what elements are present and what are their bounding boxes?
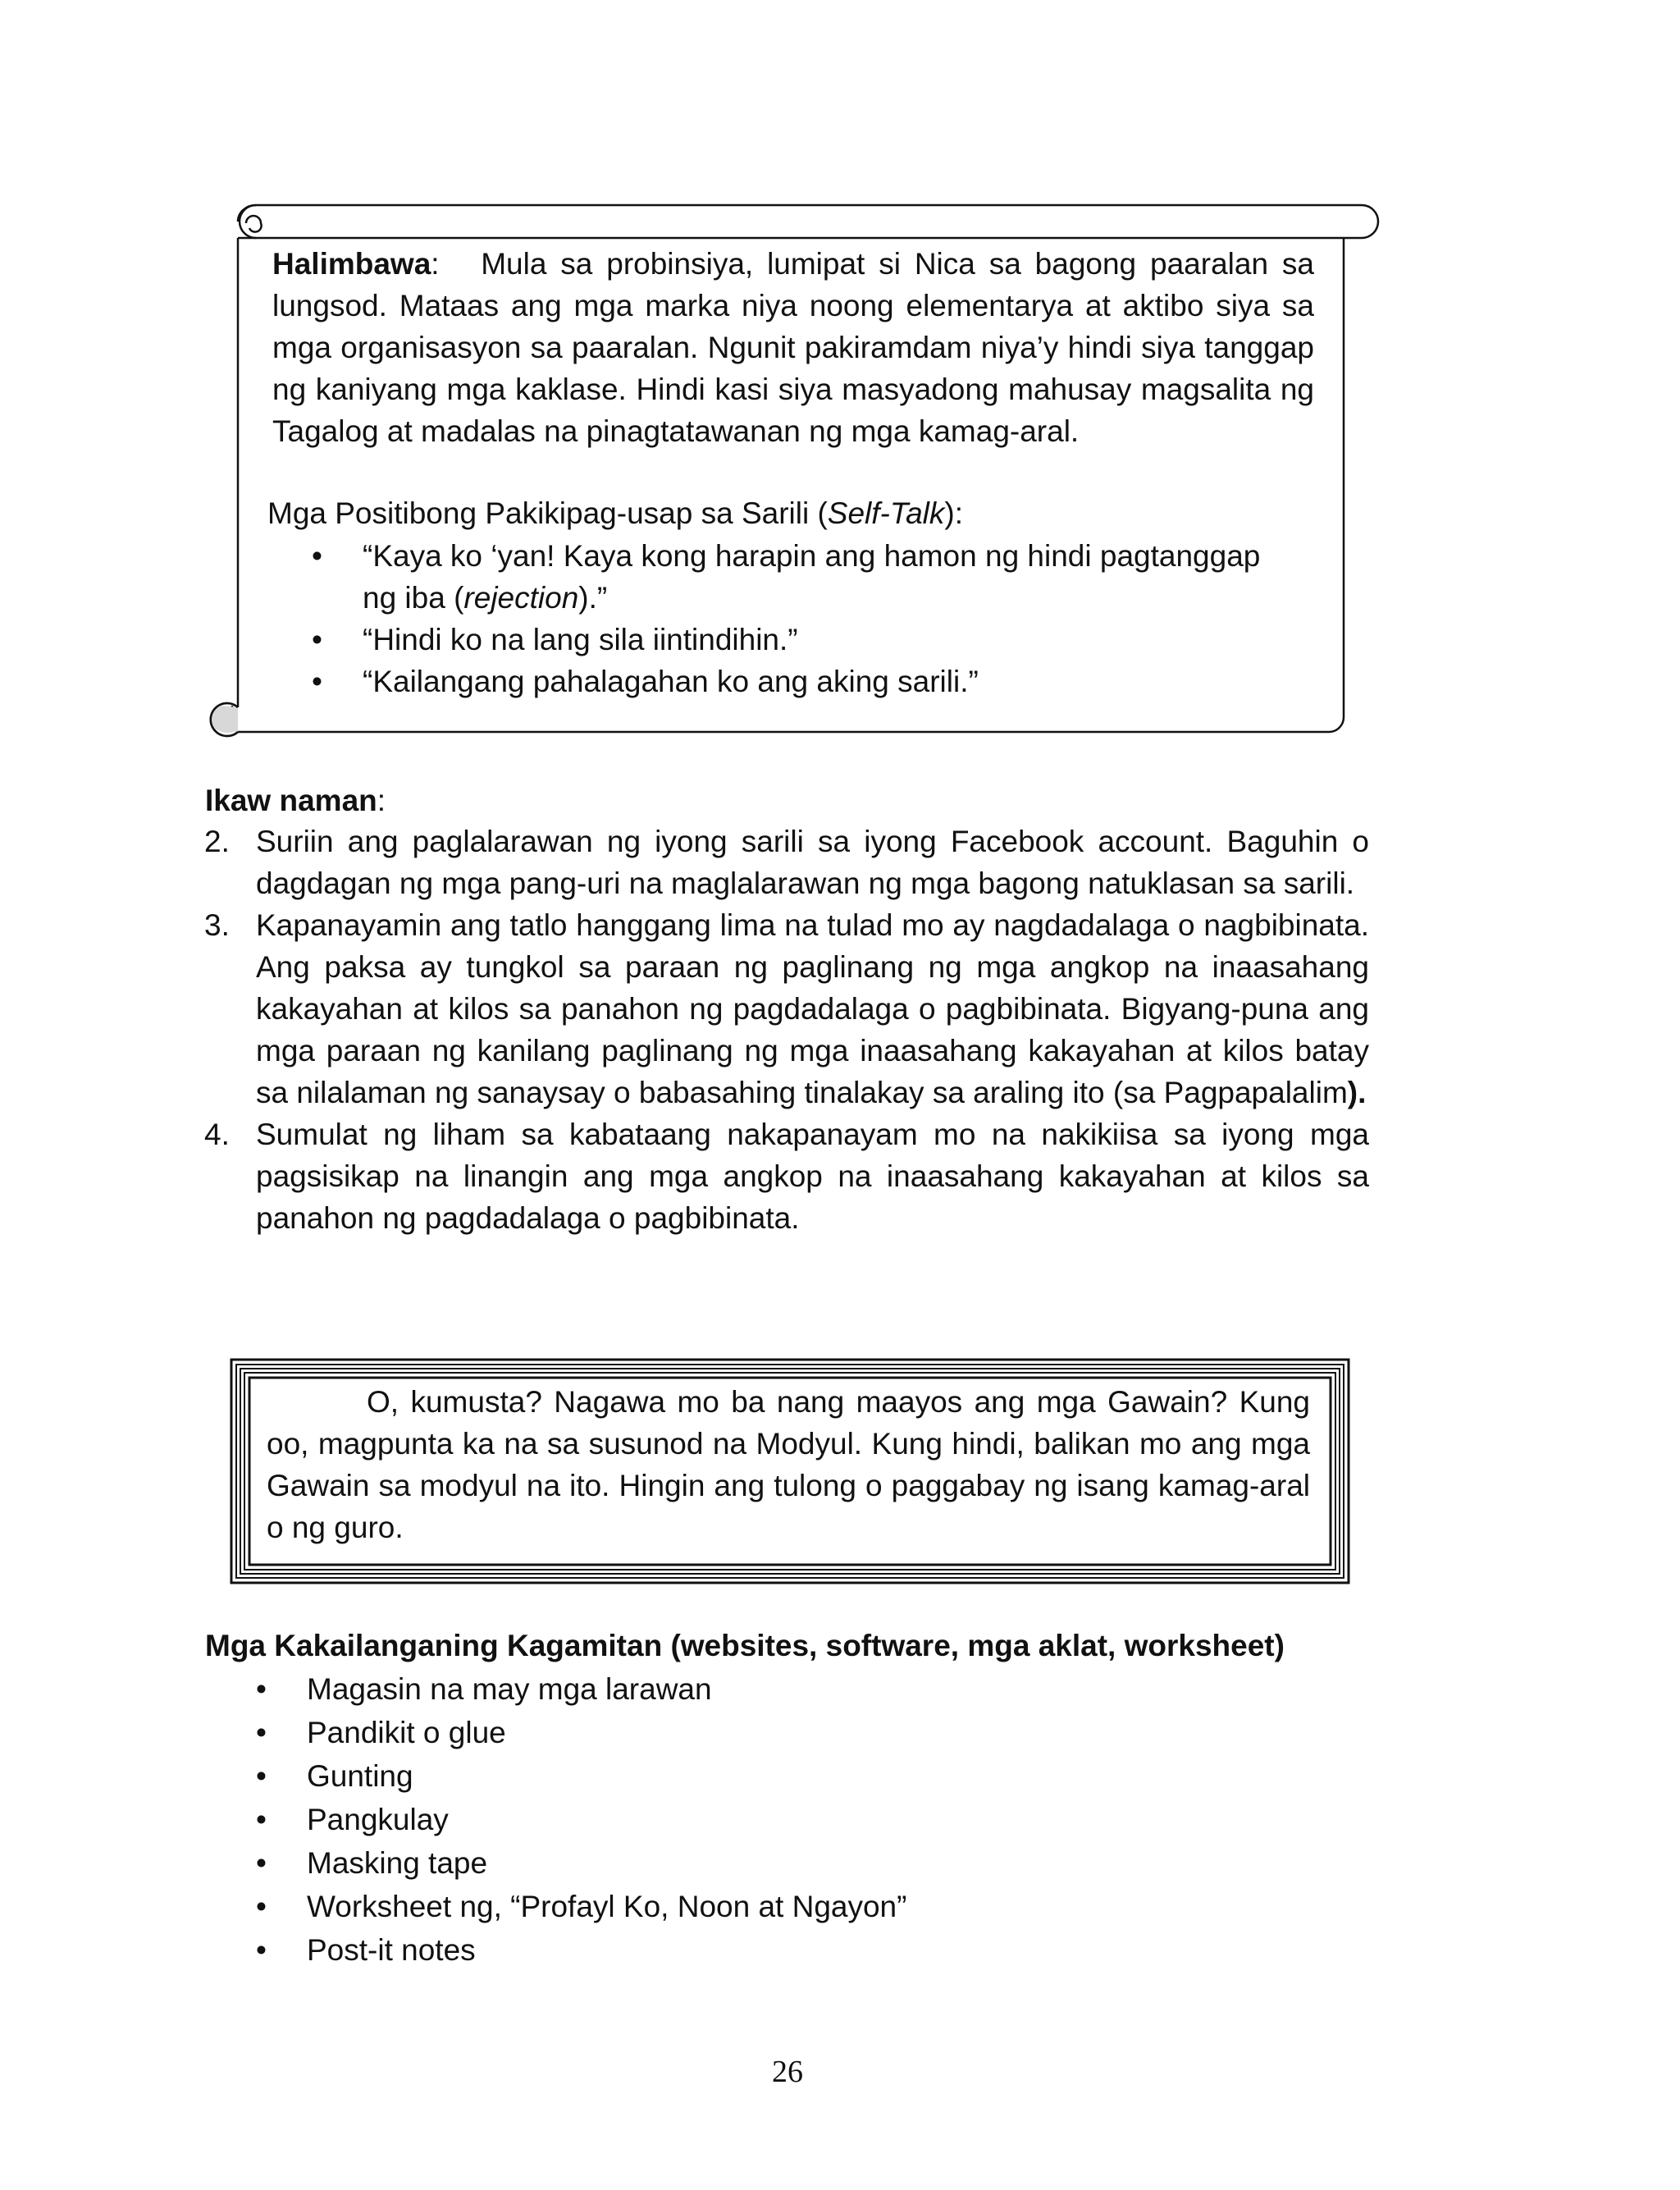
materials-item: • Worksheet ng, “Profayl Ko, Noon at Ngayon” — [256, 1885, 1322, 1928]
activity-list — [204, 821, 1369, 1239]
materials-item: • Gunting — [256, 1754, 1322, 1798]
selftalk-bullet-list — [312, 535, 1337, 702]
selftalk-intro: Mga Positibong Pakikipag-usap sa Sarili (Self-Talk): — [267, 496, 963, 530]
materials-item: • Masking tape — [256, 1841, 1322, 1885]
selftalk-item: • “Kailangang pahalagahan ko ang aking sarili.” — [312, 661, 1337, 702]
materials-item: • Magasin na may mga larawan — [256, 1667, 1322, 1711]
bullet-icon: • — [312, 665, 322, 698]
materials-heading: Mga Kakailanganing Kagamitan (websites, software, mga aklat, worksheet) — [205, 1629, 1285, 1662]
activity-item: 3. Kapanayamin ang tatlo hanggang lima na tulad mo ay nagdadalaga o nagbibinata. Ang paksa ay tungkol sa paraan ng paglinang ng mga angkop na inaasahang kakayahan at kilos sa panahon ng pagdadalaga o pagbibinata. Bigyang-puna ang mga paraan ng kanilang paglinang ng mga inaasahang kakayahan at kilos batay sa nilalaman ng sanaysay o babasahing tinalakay sa araling ito (sa Pagpapalalim). — [204, 908, 1369, 1109]
bullet-icon: • — [256, 1803, 267, 1836]
bullet-icon: • — [256, 1759, 267, 1793]
materials-item: • Pandikit o glue — [256, 1711, 1322, 1754]
ikaw-naman-heading: Ikaw naman: — [205, 784, 386, 817]
bullet-icon: • — [256, 1846, 267, 1880]
selftalk-item: • “Hindi ko na lang sila iintindihin.” — [312, 619, 1337, 661]
bullet-icon: • — [312, 539, 322, 573]
activity-item: 4. Sumulat ng liham sa kabataang nakapanayam mo na nakikiisa sa iyong mga pagsisikap na linangin ang mga angkop na inaasahang kakayahan at kilos sa panahon ng pagdadalaga o pagbibinata. — [204, 1118, 1369, 1235]
materials-item: • Pangkulay — [256, 1798, 1322, 1841]
example-paragraph: Halimbawa: Mula sa probinsiya, lumipat si Nica sa bagong paaralan sa lungsod. Mataas ang mga marka niya noong elementarya at aktibo siya sa mga organisasyon sa paaralan. Ngunit pakiramdam niya’y hindi siya tanggap ng kaniyang mga kaklase. Hindi kasi siya masyadong mahusay magsalita ng Tagalog at madalas na pinagtatawanan ng mga kamag-aral. — [272, 247, 1314, 448]
bullet-icon: • — [256, 1716, 267, 1749]
example-label: Halimbawa — [272, 247, 431, 281]
materials-list — [256, 1667, 1322, 1972]
bullet-icon: • — [256, 1890, 267, 1923]
example-text: Mula sa probinsiya, lumipat si Nica sa bagong paaralan sa lungsod. Mataas ang mga marka niya noong elementarya at aktibo siya sa mga organisasyon sa paaralan. Ngunit pakiramdam niya’y hindi siya tanggap ng kaniyang mga kaklase. Hindi kasi siya masyadong mahusay magsalita ng Tagalog at madalas na pinagtatawanan ng mga kamag-aral. — [272, 247, 1314, 448]
bullet-icon: • — [312, 623, 322, 656]
bullet-icon: • — [256, 1672, 267, 1706]
page-number: 26 — [772, 2055, 803, 2089]
reminder-text: O, kumusta? Nagawa mo ba nang maayos ang mga Gawain? Kung oo, magpunta ka na sa susunod na Modyul. Kung hindi, balikan mo ang mga Gawain sa modyul na ito. Hingin ang tulong o paggabay ng isang kamag-aral o ng guro. — [267, 1385, 1310, 1544]
bullet-icon: • — [256, 1933, 267, 1967]
activity-item: 2. Suriin ang paglalarawan ng iyong sarili sa iyong Facebook account. Baguhin o dagdagan ng mga pang-uri na maglalarawan ng mga bagong natuklasan sa sarili. — [204, 825, 1369, 900]
materials-item: • Post-it notes — [256, 1928, 1322, 1972]
selftalk-item: • “Kaya ko ‘yan! Kaya kong harapin ang hamon ng hindi pagtanggap ng iba (rejection).” — [312, 535, 1337, 619]
